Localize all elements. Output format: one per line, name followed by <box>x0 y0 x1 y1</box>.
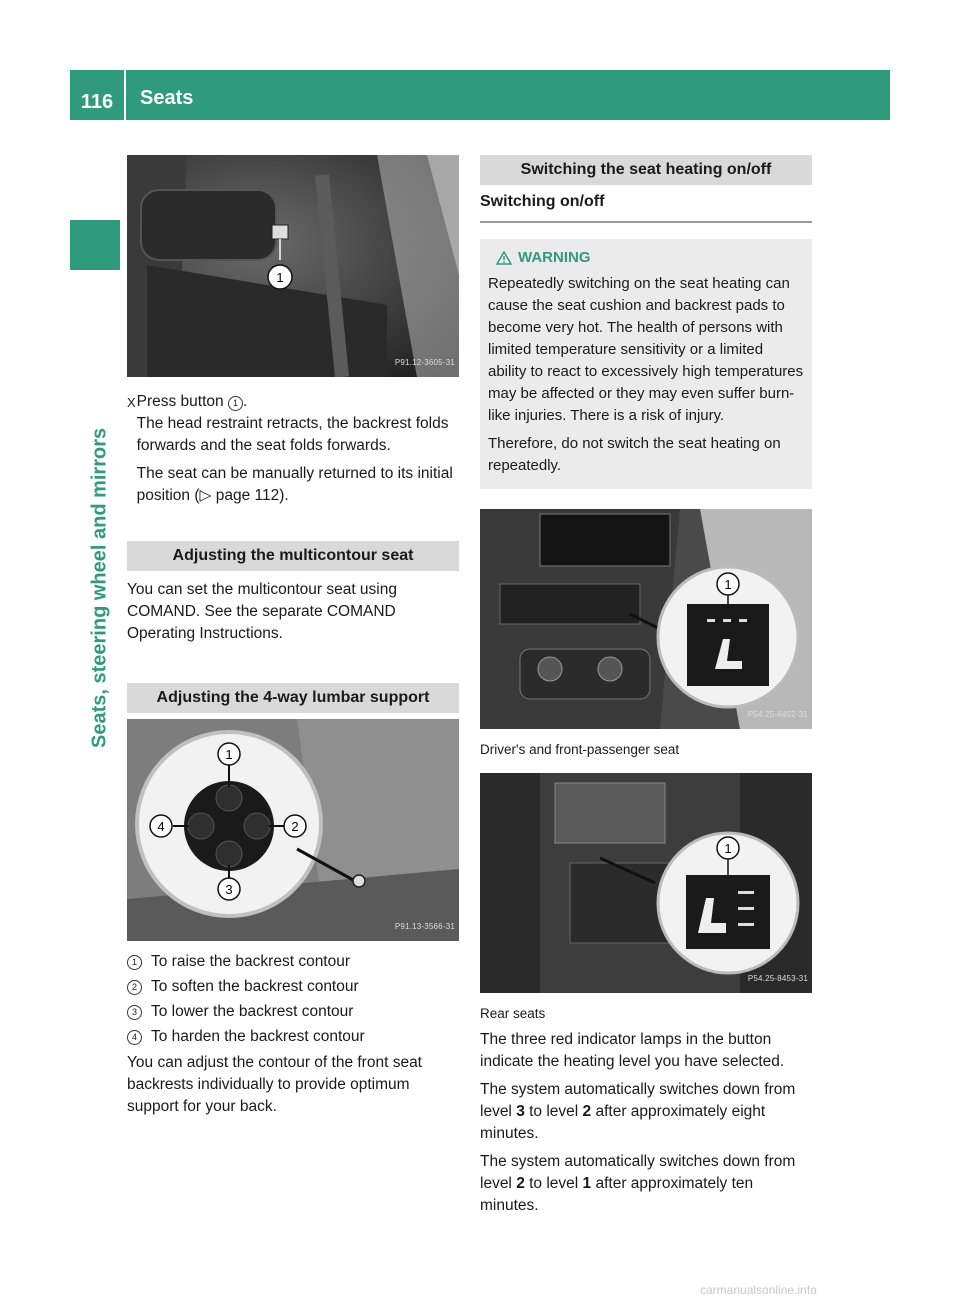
switch-down-text-2: The system automatically switches down from level 2 to level 1 after approximately ten minutes. <box>480 1153 796 1214</box>
section-title: Seats <box>140 87 194 109</box>
warning-box <box>480 239 812 489</box>
svg-text:1: 1 <box>724 841 732 856</box>
lumbar-heading: Adjusting the 4-way lumbar support <box>127 683 459 713</box>
photo-code: P54.25-8452-31 <box>747 710 808 719</box>
instruction-text: Press button <box>136 393 224 410</box>
photo-rear-seat <box>127 155 459 377</box>
photo-code: P91.13-3566-31 <box>394 922 455 931</box>
right-column <box>480 155 812 1223</box>
multicontour-text: You can set the multicontour seat using COMAND. See the separate COMAND Operating Instructions. <box>127 581 397 642</box>
indicator-lamps-text: The three red indicator lamps in the button indicate the heating level you have selected. <box>480 1031 785 1070</box>
step-marker: X <box>127 395 136 410</box>
side-chapter-label: Seats, steering wheel and mirrors <box>88 427 111 748</box>
legend-item <box>127 1026 459 1048</box>
multicontour-heading: Adjusting the multicontour seat <box>127 541 459 571</box>
warning-label: WARNING <box>518 249 591 266</box>
legend-number: 4 <box>127 1030 142 1045</box>
switch-down-text-1: The system automatically switches down from level 3 to level 2 after approximately eight minutes. <box>480 1081 796 1142</box>
svg-text:1: 1 <box>225 747 233 762</box>
warning-header <box>488 247 804 269</box>
footer-watermark: carmanualsonline.info <box>700 1283 817 1297</box>
legend-number: 2 <box>127 980 142 995</box>
svg-text:4: 4 <box>157 819 165 834</box>
svg-text:1: 1 <box>724 577 732 592</box>
side-tab <box>70 220 120 270</box>
left-column <box>127 155 459 1124</box>
caption-front-seats: Driver's and front-passenger seat <box>480 742 680 757</box>
legend-number: 3 <box>127 1005 142 1020</box>
legend-item <box>127 976 459 998</box>
caption-rear-seats: Rear seats <box>480 1006 546 1021</box>
button-ref-1: 1 <box>228 396 243 411</box>
legend-text: To soften the backrest contour <box>151 978 359 995</box>
svg-text:3: 3 <box>225 882 233 897</box>
warning-triangle-icon <box>496 251 512 265</box>
legend-item <box>127 1001 459 1023</box>
legend-text: To lower the backrest contour <box>151 1003 354 1020</box>
legend-text: To raise the backrest contour <box>151 953 351 970</box>
header-bar <box>70 70 890 120</box>
page-ref-arrow-icon: ▷ <box>199 487 212 504</box>
instruction-step: X Press button 1 . The head restraint retracts, the backrest folds forwards and the seat folds forwards. The seat can be manually returned to its initial position (▷ page 112). <box>127 391 459 513</box>
legend-text: To harden the backrest contour <box>151 1028 365 1045</box>
switching-subheading: Switching on/off <box>480 185 812 223</box>
warning-text-2: Therefore, do not switch the seat heating on repeatedly. <box>488 435 781 474</box>
result-text: The head restraint retracts, the backrest folds forwards and the seat folds forwards. <box>136 415 449 454</box>
photo-lumbar-control <box>127 719 459 941</box>
legend-item <box>127 951 459 973</box>
svg-text:2: 2 <box>291 819 299 834</box>
svg-text:1: 1 <box>276 270 284 285</box>
photo-rear-seat-heating <box>480 773 812 993</box>
manual-return-text: The seat can be manually returned to its initial position (▷ page 112). <box>136 465 453 504</box>
warning-text: Repeatedly switching on the seat heating can cause the seat cushion and backrest pads to become very hot. The health of persons with limited temperature sensitivity or a limited ability to react to excessively high temperatures may be affected or they may even suffer burn-like injuries. There is a risk of injury. <box>488 275 804 424</box>
photo-code: P54.25-8453-31 <box>747 974 808 983</box>
photo-code: P91.12-3605-31 <box>394 358 455 367</box>
photo-front-seat-heating <box>480 509 812 729</box>
page-number: 116 <box>70 70 126 120</box>
seat-heating-heading: Switching the seat heating on/off <box>480 155 812 185</box>
closing-text: You can adjust the contour of the front seat backrests individually to provide optimum support for your back. <box>127 1054 422 1115</box>
legend-number: 1 <box>127 955 142 970</box>
